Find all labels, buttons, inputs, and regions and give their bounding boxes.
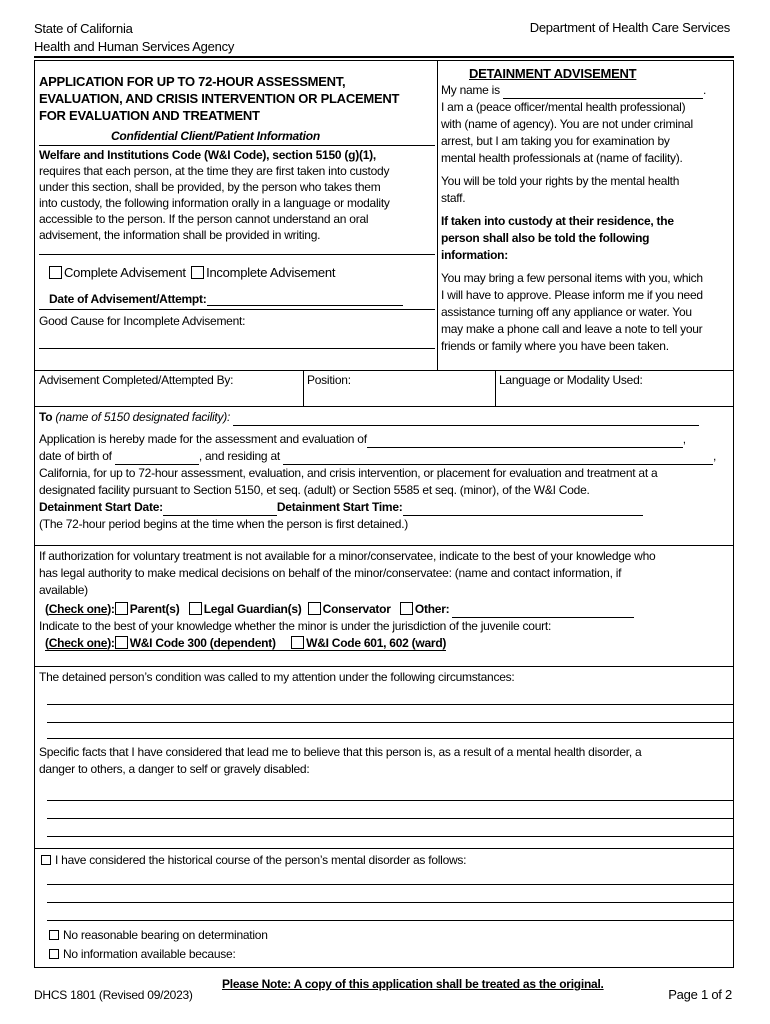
footer-note: Please Note: A copy of this application shall be treated as the original. — [222, 977, 604, 991]
page-number: Page 1 of 2 — [668, 987, 732, 1002]
code601-checkbox[interactable] — [291, 636, 304, 649]
code-line: under this section, shall be provided, by the person who takes them — [39, 180, 381, 194]
auth-line: available) — [39, 583, 88, 597]
code-heading: Welfare and Institutions Code (W&I Code), section 5150 (g)(1), — [39, 148, 376, 162]
form-title — [39, 73, 435, 124]
divider — [39, 145, 435, 146]
code-line: requires that each person, at the time they are first taken into custody — [39, 164, 390, 178]
code601-label: W&I Code 601, 602 (ward) — [306, 636, 447, 650]
other-label: Other: — [414, 602, 450, 616]
code-text — [39, 147, 437, 243]
row-divider — [35, 406, 733, 407]
form-frame — [34, 60, 734, 968]
condition-line[interactable] — [47, 738, 733, 739]
conservator-label: Conservator — [322, 602, 391, 616]
advisement-options — [49, 265, 335, 281]
header-rule — [34, 56, 734, 58]
conservator-checkbox[interactable] — [308, 602, 321, 615]
position-label: Position: — [307, 373, 351, 387]
condition-line[interactable] — [47, 704, 733, 705]
california-line: designated facility pursuant to Section 5150, et seq. (adult) or Section 5585 et seq. (minor), of the W&I Code. — [39, 483, 590, 497]
other-checkbox[interactable] — [400, 602, 413, 615]
parent-checkbox[interactable] — [115, 602, 128, 615]
historical-checkbox[interactable] — [41, 855, 51, 865]
title-line: EVALUATION, AND CRISIS INTERVENTION OR PLACEMENT — [39, 91, 400, 106]
guardian-options: (Check one): Parent(s) Legal Guardian(s) Conservator Other: — [39, 601, 735, 618]
check-one-label: Check one — [48, 602, 108, 616]
detainment-text — [441, 82, 737, 355]
california-line: California, for up to 72-hour assessment, evaluation, and crisis intervention, or placement for evaluation and treatment at a — [39, 466, 658, 480]
to-section — [39, 409, 729, 533]
juvenile-options — [39, 635, 735, 652]
no-info-row — [49, 947, 236, 961]
facility-label: (name of 5150 designated facility): — [55, 410, 231, 424]
detainment-heading: DETAINMENT ADVISEMENT — [469, 66, 637, 81]
agency-name: Health and Human Services Agency — [34, 39, 235, 54]
advisement-line: staff. — [441, 191, 466, 205]
to-label: To — [39, 410, 53, 424]
juvenile-options-underline: (Check one): W&I Code 300 (dependent) W&I Code 601, 602 (ward) — [45, 636, 447, 650]
historical-row — [41, 853, 466, 867]
facts-line-field[interactable] — [47, 836, 733, 837]
no-info-checkbox[interactable] — [49, 949, 59, 959]
good-cause-line[interactable] — [39, 348, 435, 349]
dob-label: date of birth of — [39, 449, 112, 463]
name-suffix: . — [702, 83, 707, 97]
advisement-line: assistance turning off any appliance or water. You — [441, 305, 692, 319]
code-line: advisement, the information shall be provided in writing. — [39, 228, 321, 242]
row-divider — [35, 370, 733, 371]
department-name: Department of Health Care Services — [529, 20, 730, 35]
authorization-section — [39, 548, 735, 652]
residence-heading: If taken into custody at their residence, the — [441, 214, 674, 228]
good-cause-label: Good Cause for Incomplete Advisement: — [39, 314, 246, 328]
historical-label: I have considered the historical course of the person’s mental disorder as follows: — [55, 853, 467, 867]
top-divider — [437, 61, 438, 370]
name-row — [441, 82, 737, 99]
advisement-line: friends or family where you have been taken. — [441, 339, 669, 353]
historical-line[interactable] — [47, 884, 733, 885]
facility-field[interactable] — [233, 425, 699, 426]
form-id: DHCS 1801 (Revised 09/2023) — [34, 988, 193, 1002]
title-line: FOR EVALUATION AND TREATMENT — [39, 108, 260, 123]
facts-line-field[interactable] — [47, 818, 733, 819]
guardian-label: Legal Guardian(s) — [203, 602, 302, 616]
completed-by-label: Advisement Completed/Attempted By: — [39, 373, 234, 387]
auth-line: If authorization for voluntary treatment is not available for a minor/conservatee, indicate to the best of your knowledge who — [39, 549, 656, 563]
date-advisement-field[interactable] — [207, 305, 403, 306]
no-bearing-row — [49, 928, 268, 942]
language-label: Language or Modality Used: — [499, 373, 643, 387]
incomplete-advisement-label: Incomplete Advisement — [206, 265, 336, 280]
auth-line: has legal authority to make medical decisions on behalf of the minor/conservatee: (name and contact information, if — [39, 566, 622, 580]
row-divider — [35, 666, 733, 667]
check-one-label: Check one — [48, 636, 108, 650]
no-bearing-label: No reasonable bearing on determination — [63, 928, 268, 942]
header-left — [34, 20, 234, 56]
no-bearing-checkbox[interactable] — [49, 930, 59, 940]
historical-line[interactable] — [47, 902, 733, 903]
start-row — [39, 499, 729, 516]
historical-line[interactable] — [47, 920, 733, 921]
row-divider — [35, 848, 733, 849]
residing-label: , and residing at — [198, 449, 280, 463]
divider — [39, 309, 435, 310]
complete-advisement-checkbox[interactable] — [49, 266, 62, 279]
name-prefix: My name is — [441, 83, 500, 97]
advisement-line: I will have to approve. Please inform me if you need — [441, 288, 703, 302]
parent-label: Parent(s) — [129, 602, 180, 616]
confidential-label: Confidential Client/Patient Information — [111, 129, 320, 143]
title-line: APPLICATION FOR UP TO 72-HOUR ASSESSMENT, — [39, 74, 346, 89]
advisement-line: I am a (peace officer/mental health professional) — [441, 100, 686, 114]
advisement-line: mental health professionals at (name of facility). — [441, 151, 683, 165]
advisement-line: arrest, but I am taking you for examination by — [441, 134, 670, 148]
col-divider — [495, 370, 496, 406]
period-note: (The 72-hour period begins at the time when the person is first detained.) — [39, 517, 409, 531]
dob-row: date of birth of , and residing at , — [39, 449, 717, 463]
code-line: accessible to the person. If the person cannot understand an oral — [39, 212, 369, 226]
complete-advisement-label: Complete Advisement — [64, 265, 186, 280]
state-name: State of California — [34, 21, 133, 36]
condition-line[interactable] — [47, 722, 733, 723]
start-time-label: Detainment Start Time: — [276, 500, 403, 514]
date-advisement-row — [49, 292, 403, 306]
facts-line: Specific facts that I have considered that lead me to believe that this person is, as a result of a mental health disorder, a — [39, 745, 642, 759]
no-info-label: No information available because: — [63, 947, 236, 961]
juvenile-line: Indicate to the best of your knowledge whether the minor is under the jurisdiction of the juvenile court: — [39, 619, 552, 633]
guardian-checkbox[interactable] — [189, 602, 202, 615]
start-time-field[interactable] — [403, 515, 643, 516]
date-advisement-label: Date of Advisement/Attempt: — [49, 292, 207, 306]
row-divider — [35, 545, 733, 546]
residence-heading: information: — [441, 248, 508, 262]
start-date-label: Detainment Start Date: — [39, 500, 163, 514]
code300-label: W&I Code 300 (dependent) — [129, 636, 276, 650]
facility-row — [39, 409, 729, 426]
code-line: into custody, the following information orally in a language or modality — [39, 196, 390, 210]
advisement-line: with (name of agency). You are not under criminal — [441, 117, 693, 131]
code300-checkbox[interactable] — [115, 636, 128, 649]
application-row: Application is hereby made for the assessment and evaluation of , — [39, 432, 686, 446]
facts-line: danger to others, a danger to self or gravely disabled: — [39, 762, 310, 776]
facts-line-field[interactable] — [47, 800, 733, 801]
col-divider — [303, 370, 304, 406]
advisement-line: You will be told your rights by the mental health — [441, 174, 680, 188]
incomplete-advisement-checkbox[interactable] — [191, 266, 204, 279]
application-label: Application is hereby made for the assessment and evaluation of — [39, 432, 367, 446]
condition-label: The detained person’s condition was called to my attention under the following circumstances: — [39, 670, 515, 684]
advisement-line: may make a phone call and leave a note to tell your — [441, 322, 703, 336]
residence-heading: person shall also be told the following — [441, 231, 650, 245]
facts-text — [39, 744, 729, 778]
divider — [39, 254, 435, 255]
advisement-line: You may bring a few personal items with you, which — [441, 271, 703, 285]
